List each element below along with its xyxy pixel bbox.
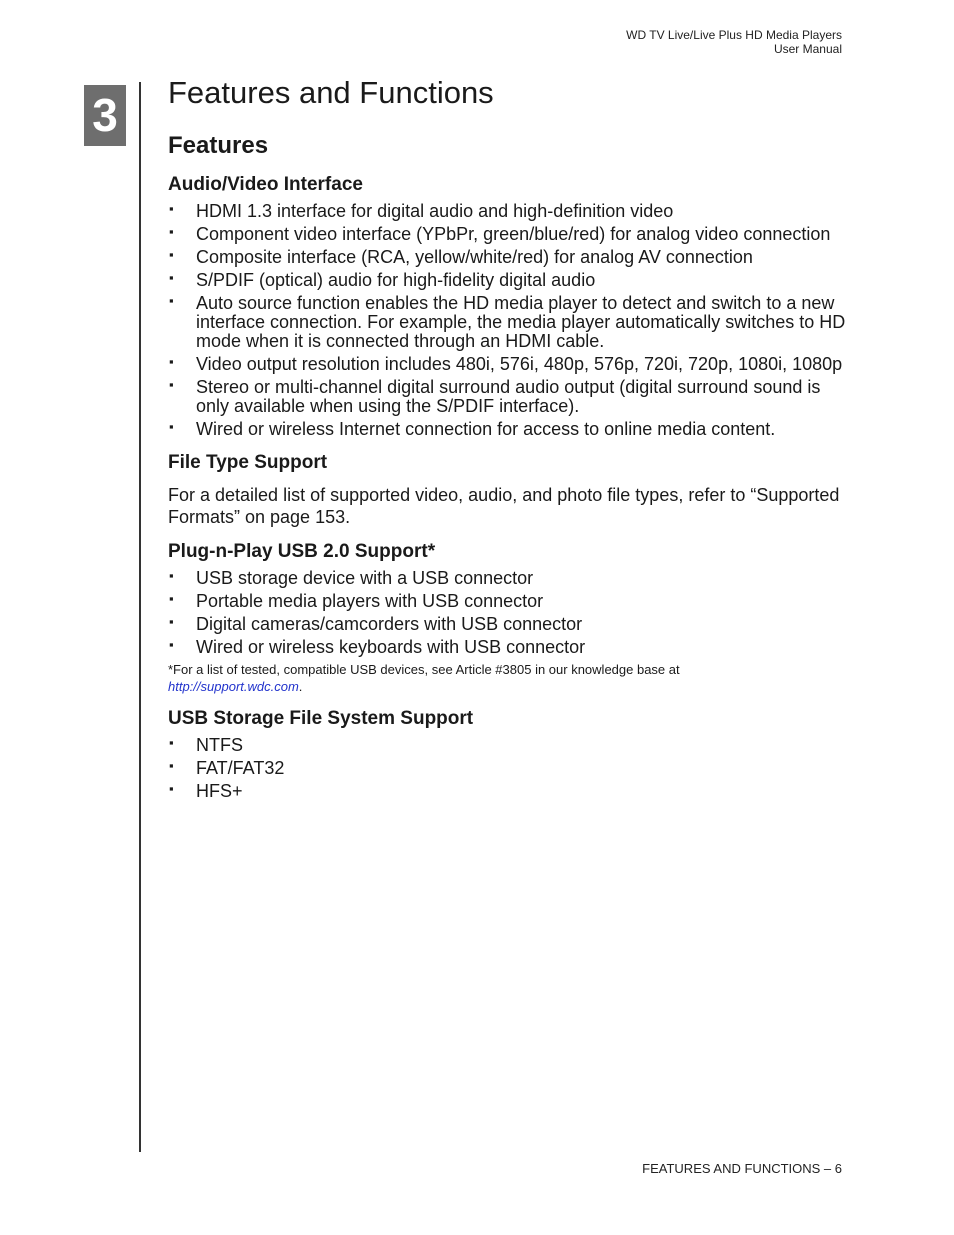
bullet-icon: ▪ bbox=[169, 224, 174, 239]
usb-footnote-text: *For a list of tested, compatible USB devices, see Article #3805 in our knowledge base at bbox=[168, 662, 680, 677]
bullet-icon: ▪ bbox=[169, 247, 174, 262]
subsection-title-audio-video: Audio/Video Interface bbox=[168, 174, 363, 195]
list-item: ▪ Portable media players with USB connector bbox=[169, 591, 544, 611]
bullet-icon: ▪ bbox=[169, 270, 174, 285]
bullet-icon: ▪ bbox=[169, 201, 174, 216]
bullet-icon: ▪ bbox=[169, 419, 174, 434]
section-title-features: Features bbox=[168, 132, 269, 159]
bullet-icon: ▪ bbox=[169, 377, 174, 392]
usb-support-list bbox=[168, 569, 848, 657]
bullet-icon: ▪ bbox=[169, 781, 174, 796]
support-link[interactable]: http://support.wdc.com bbox=[168, 679, 299, 694]
page-title: Features and Functions bbox=[168, 75, 494, 110]
list-item: ▪ Composite interface (RCA, yellow/white/red) for analog AV connection bbox=[169, 247, 753, 267]
subsection-title-usb-file-system: USB Storage File System Support bbox=[168, 708, 474, 729]
chapter-divider-rule bbox=[139, 82, 141, 1152]
list-item: ▪ HDMI 1.3 interface for digital audio and high-definition video bbox=[169, 201, 674, 221]
bullet-icon: ▪ bbox=[169, 591, 174, 606]
usb-footnote bbox=[168, 661, 848, 695]
bullet-icon: ▪ bbox=[169, 758, 174, 773]
list-item: ▪ Component video interface (YPbPr, green/blue/red) for analog video connection bbox=[169, 224, 831, 244]
bullet-icon: ▪ bbox=[169, 735, 174, 750]
bullet-icon: ▪ bbox=[169, 614, 174, 629]
page-content bbox=[168, 74, 848, 805]
list-item: ▪ USB storage device with a USB connector bbox=[169, 568, 534, 588]
file-type-paragraph: For a detailed list of supported video, audio, and photo file types, refer to “Supported Formats” on page 153. bbox=[168, 485, 840, 527]
bullet-icon: ▪ bbox=[169, 637, 174, 652]
chapter-number-badge: 3 bbox=[84, 85, 126, 146]
header-manual-line: User Manual bbox=[773, 42, 842, 56]
subsection-title-file-type: File Type Support bbox=[168, 452, 328, 473]
header-product-line: WD TV Live/Live Plus HD Media Players bbox=[626, 28, 842, 42]
list-item: ▪ Video output resolution includes 480i, 576i, 480p, 576p, 720i, 720p, 1080i, 1080p bbox=[169, 354, 843, 374]
list-item: ▪ Wired or wireless Internet connection for access to online media content. bbox=[169, 419, 776, 439]
list-item: ▪ S/PDIF (optical) audio for high-fidelity digital audio bbox=[169, 270, 596, 290]
subsection-title-usb-support: Plug-n-Play USB 2.0 Support* bbox=[168, 541, 436, 562]
list-item: ▪ NTFS bbox=[169, 735, 243, 755]
list-item: ▪ Digital cameras/camcorders with USB connector bbox=[169, 614, 583, 634]
running-header bbox=[626, 28, 842, 56]
bullet-icon: ▪ bbox=[169, 354, 174, 369]
bullet-icon: ▪ bbox=[169, 293, 174, 308]
list-item: ▪ Wired or wireless keyboards with USB connector bbox=[169, 637, 586, 657]
usb-footnote-period: . bbox=[298, 679, 303, 694]
bullet-icon: ▪ bbox=[169, 568, 174, 583]
list-item: ▪ Stereo or multi-channel digital surround audio output (digital surround sound is only available when using the S/PDIF interface). bbox=[169, 377, 821, 416]
audio-video-list bbox=[168, 202, 848, 439]
list-item: ▪ Auto source function enables the HD media player to detect and switch to a new interface connection. For example, the media player automatically switches to HD mode when it is connected through an HDMI cable. bbox=[169, 293, 846, 351]
list-item: ▪ FAT/FAT32 bbox=[169, 758, 285, 778]
page-footer: FEATURES AND FUNCTIONS – 6 bbox=[642, 1161, 842, 1176]
usb-file-system-list bbox=[168, 736, 848, 801]
list-item: ▪ HFS+ bbox=[169, 781, 243, 801]
